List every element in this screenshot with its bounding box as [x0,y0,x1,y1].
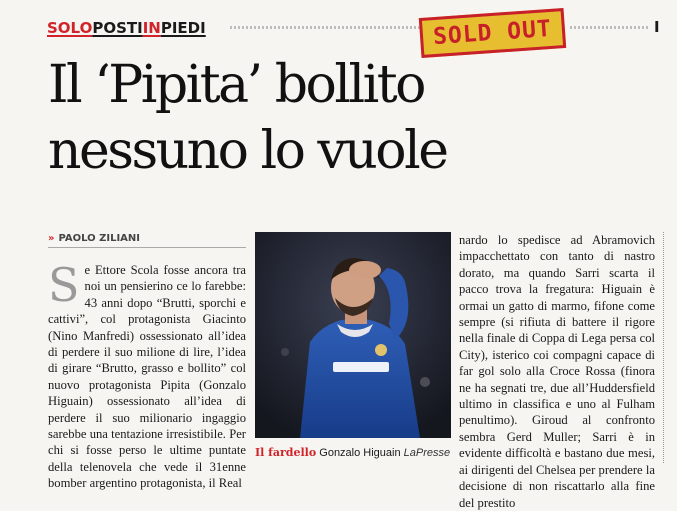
kicker-solo: SOLO [47,19,93,37]
kicker-piedi: PIEDI [160,19,206,37]
article-column-3 [459,232,655,511]
byline-author: PAOLO ZILIANI [58,233,141,244]
headline-line-2: nessuno lo vuole [48,121,447,181]
stamp-text: SOLD OUT [432,15,553,51]
caption-text: Gonzalo Higuain [319,447,401,459]
kicker-dotted-rule-right [570,26,650,29]
caption-label: Il fardello [255,446,317,459]
sold-out-stamp [419,8,566,58]
next-column-fragment: I [654,18,660,36]
kicker-posti: POSTI [92,19,143,37]
drop-cap: S [48,258,80,312]
headline-line-1: Il ‘Pipita’ bollito [48,55,424,115]
article-column-1 [48,258,246,492]
photo-caption [255,446,455,459]
column-divider [663,232,664,463]
kicker-dotted-rule [230,26,420,29]
article-photo [255,232,451,438]
kicker-in: IN [142,19,161,37]
article-column-1-text: e Ettore Scola fosse ancora tra noi un pensierino ce lo farebbe: 43 anni dopo “Brutti, sporchi e cattivi”, col protagonista Giacinto (Nino Manfredi) ossessionato all’idea di perdere il suo milione di lire, l’idea di girare “Brutto, grasso e bollito” col nuovo protagonista Pipita (Gonzalo Higuain) ossessionato all’idea di perdere il suo milionario ingaggio sarebbe una tentazione irresistibile. Per chi si fosse perso le ultime puntate della telenovela che vede il 31enne bomber argentino protagonista, il Real [48,263,246,491]
photo-credit: LaPresse [403,447,451,459]
byline [48,233,246,248]
football-player-image [255,232,451,438]
article-column-3-text: nardo lo spedisce ad Abramovich impacchettato con tanto di nastro dorato, ma quando Sarri scarta il pacco trova la fregatura: Higuain è ormai un gatto di marmo, fifone come sempre (si rifiuta di battere il rigore nella finale di Coppa di Lega persa col City), isterico coi compagni capace di far gol solo alla Croce Rossa (finora ne ha segnati tre, due all’Huddersfield ultimo in classifica e uno al Fulham penultimo). Giroud al confronto sembra Gerd Muller; Sarri è in evidente difficoltà e bastano due mesi, ai dirigenti del Chelsea per prendere la decisione di non riscattarlo alla fine del prestito [459,233,655,510]
headline [48,52,648,184]
byline-marker: » [48,233,55,244]
section-kicker [47,19,206,37]
